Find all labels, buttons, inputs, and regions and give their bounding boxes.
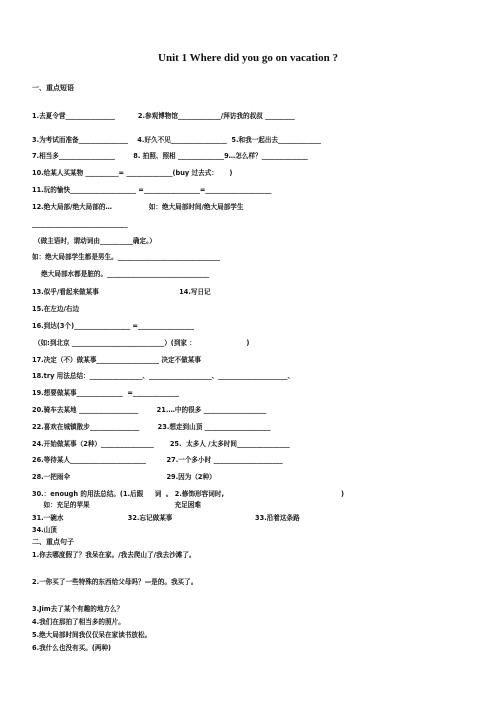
phrase-line-12-example1: 如：绝大局部学生都是男生。_______________________________	[32, 253, 220, 261]
phrase-line-12: 12.绝大局部/绝大局部的… 如：绝大局部时间/绝大局部学生	[32, 203, 244, 211]
phrase-line-20: 20.骑车去某地 __________________ 21.…中的很多 ___________________	[32, 406, 267, 414]
sentence-3: 3.Jim去了某个有趣的地方么？	[32, 605, 124, 613]
phrase-line-34: 34.山顶	[32, 526, 57, 534]
phrase-line-24: 24.开始做某事（2种）________________ 25. 太多人 /太多时间________________	[32, 440, 290, 448]
phrase-line-3: 3.为考试而准备_______________ 4.好久不见_________________ 5.和我一起出去_____________	[32, 136, 321, 144]
phrase-line-22: 22.喜欢在城镇散步_______________ 23.想走到山顶 ____________________	[32, 423, 271, 431]
phrase-line-12-blank: _____________________________	[32, 220, 128, 228]
phrase-line-30-example: 如：充足的苹果 充足困难	[32, 501, 201, 509]
phrase-line-10: 10.给某人买某物 __________= ______________(buy 过去式： )	[32, 169, 233, 177]
phrase-line-12-example2: 绝大局部水都是脏的。_______________________________	[32, 270, 210, 278]
phrase-line-16: 16.到达(3个)_________________ =_________________	[32, 322, 194, 330]
phrase-line-31: 31.一碗水 32.忘记做某事 33.沿着这条路	[32, 514, 300, 522]
sentence-1: 1.你去哪度假了？我呆在家。/我去爬山了/我去沙滩了。	[32, 551, 196, 559]
phrase-line-1: 1.去夏令营_______________ 2.参观博物馆_____________/拜访我的叔叔 _________	[32, 112, 295, 120]
phrase-line-15: 15.在左边/右边	[32, 305, 80, 313]
sentence-6: 6.我什么也没有买。(两种)	[32, 644, 112, 652]
section-heading-sentences: 二、重点句子	[32, 538, 74, 546]
phrase-line-12-note: （做主语时，谓动词由__________确定。）	[34, 237, 156, 245]
phrase-line-7: 7.相当多_________________ 8. 拍照、照相 ______________9…怎么样？______________	[32, 152, 308, 160]
phrase-line-17: 17.决定（不）做某事___________________ 决定不做某事	[32, 356, 201, 364]
phrase-line-28: 28.一把雨伞 29.因为（2种）	[32, 473, 216, 481]
phrase-line-18: 18.try 用法总结：________________、___________________、_____________________、	[32, 372, 295, 380]
phrase-line-11: 11.玩的愉快____________________ =_________________=____________________	[32, 186, 272, 194]
phrase-line-13: 13.似乎/看起来做某事 14.写日记	[32, 288, 211, 296]
sentence-4: 4.我们在那拍了相当多的照片。	[32, 618, 125, 626]
page-title: Unit 1 Where did you go on vacation ?	[158, 52, 338, 64]
sentence-2: 2.一你买了一些特殊的东西给父母吗？—是的。我买了。	[32, 578, 198, 586]
sentence-5: 5.绝大局部时间我仅仅呆在家读书放松。	[32, 631, 152, 639]
phrase-line-19: 19.想要做某事______________ =______________	[32, 389, 180, 397]
section-heading-phrases: 一、重点短语	[32, 84, 74, 92]
phrase-line-30: 30.：enough 的用法总结。(1.后跟 词 。 2.修饰形容词时, )	[32, 490, 345, 498]
phrase-line-16-example: （如:到北京 ____________________________）(到家 ： )	[34, 339, 250, 347]
phrase-line-26: 26.等待某人_______________________ 27.一个多小时 _____________________	[32, 456, 283, 464]
